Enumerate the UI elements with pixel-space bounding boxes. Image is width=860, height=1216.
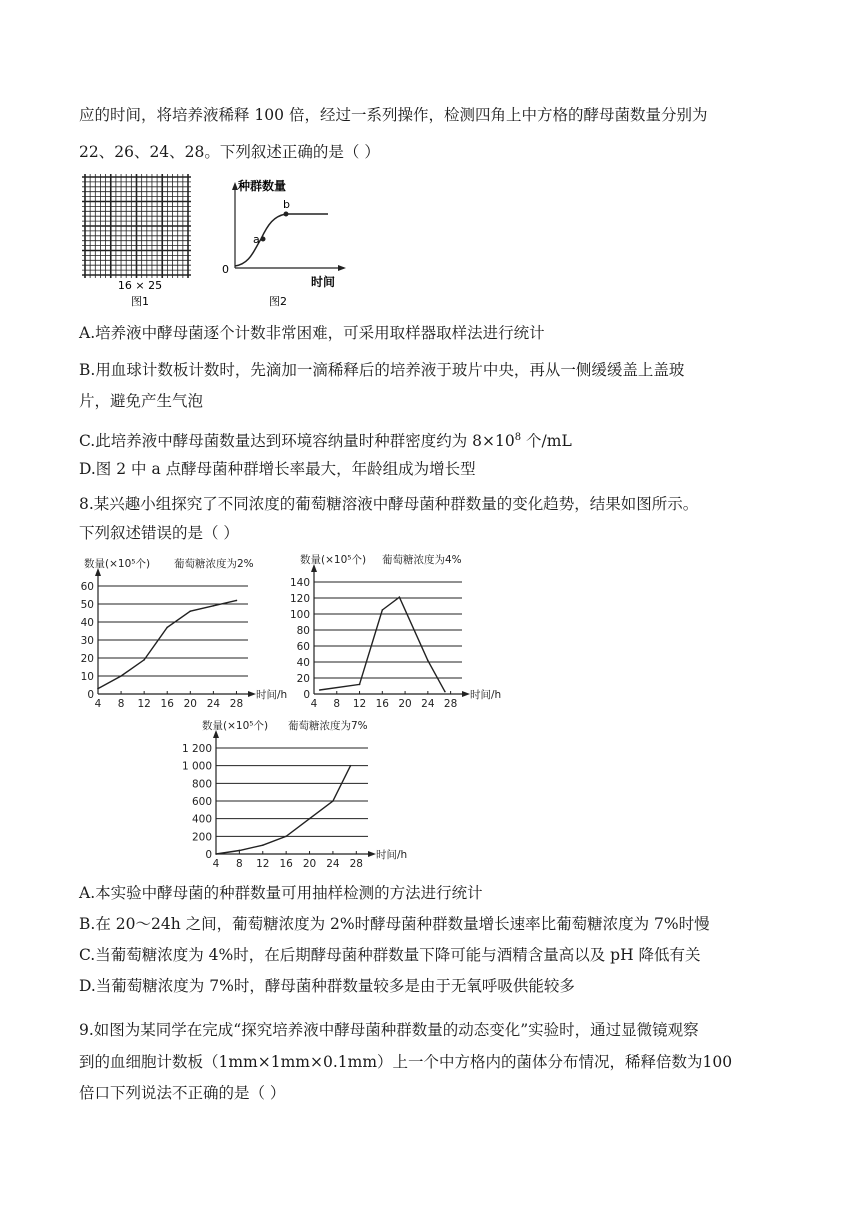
- x-axis-label: 时间/h: [256, 689, 288, 701]
- y-tick-label: 40: [296, 657, 310, 669]
- data-point: [143, 659, 145, 661]
- q8-option-a: A.本实验中酵母菌的种群数量可用抽样检测的方法进行统计: [79, 884, 483, 902]
- y-tick-label: 80: [296, 625, 310, 637]
- data-point: [399, 596, 401, 598]
- x-axis-label: 时间/h: [376, 849, 408, 861]
- q8-stem-line1: 8.某兴趣小组探究了不同浓度的葡萄糖溶液中酵母菌种群数量的变化趋势，结果如图所示。: [79, 495, 699, 513]
- y-tick-label: 600: [191, 796, 212, 808]
- y-axis-label: 数量(×10⁵个): [202, 720, 269, 732]
- figure-2-origin: 0: [222, 263, 229, 276]
- x-tick-label: 24: [421, 698, 435, 710]
- point-b-label: b: [283, 198, 290, 211]
- q8-option-c: C.当葡萄糖浓度为 4%时，在后期酵母菌种群数量下降可能与酒精含量高以及 pH 降低有关: [79, 946, 701, 964]
- q8-option-d: D.当葡萄糖浓度为 7%时，酵母菌种群数量较多是由于无氧呼吸供能较多: [79, 977, 575, 995]
- x-tick-label: 4: [94, 698, 102, 710]
- q8-stem-line2: 下列叙述错误的是（ ）: [79, 524, 239, 542]
- x-tick-label: 24: [326, 858, 340, 870]
- data-point: [190, 610, 192, 612]
- point-a-marker: [261, 237, 266, 242]
- q7-option-a: A.培养液中酵母菌逐个计数非常困难，可采用取样器取样法进行统计: [79, 324, 545, 342]
- y-tick-label: 100: [289, 609, 310, 621]
- y-tick-label: 30: [80, 635, 94, 647]
- data-point: [97, 688, 99, 690]
- q9-stem-line3: 倍口下列说法不正确的是（ ）: [79, 1084, 286, 1102]
- data-point: [427, 660, 429, 662]
- figure-1-caption: 图1: [131, 295, 149, 308]
- series-line: [216, 766, 351, 854]
- x-tick-label: 12: [137, 698, 151, 710]
- q8-option-b: B.在 20～24h 之间，葡萄糖浓度为 2%时酵母菌种群数量增长速率比葡萄糖浓度为 7%时慢: [79, 915, 710, 933]
- figure-2-caption: 图2: [269, 295, 287, 308]
- q7-option-b-line1: B.用血球计数板计数时，先滴加一滴稀释后的培养液于玻片中央，再从一侧缓缓盖上盖玻: [79, 361, 685, 379]
- s-curve: [235, 214, 328, 266]
- data-point: [239, 850, 241, 852]
- q7-stem-line2: 22、26、24、28。下列叙述正确的是（ ）: [79, 143, 380, 161]
- data-point: [309, 818, 311, 820]
- q9-stem-line2: 到的血细胞计数板（1mm×1mm×0.1mm）上一个中方格内的菌体分布情况，稀释倍数为100: [79, 1053, 733, 1071]
- grid-lines: [82, 174, 191, 278]
- chart-title: 葡萄糖浓度为2%: [174, 558, 254, 570]
- figure-2-s-curve: [218, 172, 348, 312]
- q7-option-c-exponent: 8: [514, 432, 522, 443]
- x-axis-arrow: [248, 691, 256, 697]
- x-tick-label: 8: [236, 858, 243, 870]
- x-axis-label: 时间/h: [470, 689, 502, 701]
- series-line: [320, 597, 445, 691]
- q7-stem-line1: 应的时间，将培养液稀释 100 倍，经过一系列操作，检测四角上中方格的酵母菌数量分别为: [79, 106, 708, 124]
- data-point: [166, 627, 168, 629]
- y-tick-label: 20: [296, 673, 310, 685]
- data-point: [262, 844, 264, 846]
- x-tick-label: 12: [256, 858, 270, 870]
- figure-2-x-label: 时间: [311, 275, 336, 289]
- x-tick-label: 8: [117, 698, 125, 710]
- data-point: [215, 853, 217, 855]
- point-b-marker: [284, 212, 289, 217]
- y-tick-label: 0: [87, 689, 94, 701]
- y-tick-label: 400: [191, 813, 212, 826]
- figure-2-y-label: 种群数量: [238, 179, 287, 193]
- series-line: [98, 600, 237, 688]
- x-tick-label: 16: [375, 698, 389, 710]
- data-point: [213, 605, 215, 607]
- figure-1-counting-grid: [80, 172, 200, 312]
- q7-option-c: [79, 428, 572, 451]
- data-point: [359, 684, 361, 686]
- point-a-label: a: [253, 233, 260, 246]
- x-tick-label: 8: [333, 698, 341, 710]
- x-axis-arrow: [368, 851, 376, 857]
- y-tick-label: 60: [296, 641, 310, 653]
- y-tick-label: 1 000: [181, 760, 212, 773]
- figure-1-dimension-label: 16 × 25: [117, 279, 163, 292]
- q7-option-c-unit: 个/mL: [521, 432, 572, 451]
- y-tick-label: 20: [80, 653, 94, 665]
- data-point: [332, 800, 334, 802]
- y-tick-label: 60: [80, 581, 94, 593]
- q9-stem-line1: 9.如图为某同学在完成“探究培养液中酵母菌种群数量的动态变化”实验时，通过显微镜观察: [79, 1021, 699, 1039]
- chart-title: 葡萄糖浓度为4%: [382, 554, 462, 566]
- chart-glucose-4pct: [282, 554, 502, 712]
- y-tick-label: 200: [191, 831, 212, 844]
- chart-glucose-7pct: [176, 720, 412, 874]
- y-tick-label: 800: [191, 778, 212, 791]
- y-tick-label: 140: [289, 577, 310, 589]
- chart-title: 葡萄糖浓度为7%: [288, 720, 368, 732]
- data-point: [285, 836, 287, 838]
- x-tick-label: 20: [183, 698, 197, 710]
- data-point: [444, 691, 446, 693]
- x-tick-label: 4: [212, 858, 220, 870]
- y-tick-label: 0: [205, 849, 212, 861]
- y-tick-label: 10: [80, 671, 94, 683]
- x-axis-arrow: [462, 691, 470, 697]
- q7-option-d: D.图 2 中 a 点酵母菌种群增长率最大，年龄组成为增长型: [79, 460, 476, 478]
- x-tick-label: 16: [279, 858, 293, 870]
- x-tick-label: 24: [206, 698, 221, 710]
- x-tick-label: 4: [310, 698, 318, 710]
- data-point: [350, 765, 352, 767]
- x-axis-arrow: [338, 265, 346, 271]
- y-tick-label: 120: [289, 593, 310, 605]
- q7-option-b-line2: 片，避免产生气泡: [79, 392, 204, 410]
- q7-option-c-text: C.此培养液中酵母菌数量达到环境容纳量时种群密度约为 8×10: [79, 432, 515, 451]
- x-tick-label: 28: [229, 698, 244, 710]
- x-tick-label: 28: [349, 858, 363, 870]
- x-tick-label: 20: [398, 698, 412, 710]
- y-axis-label: 数量(×10⁵个): [300, 554, 367, 566]
- y-tick-label: 0: [303, 689, 310, 701]
- x-tick-label: 20: [302, 858, 317, 870]
- y-tick-label: 1 200: [181, 743, 212, 755]
- y-tick-label: 40: [80, 617, 94, 629]
- x-tick-label: 28: [443, 698, 458, 710]
- x-tick-label: 12: [352, 698, 367, 710]
- data-point: [236, 600, 238, 602]
- data-point: [382, 609, 384, 611]
- y-tick-label: 50: [80, 599, 94, 611]
- x-tick-label: 16: [160, 698, 174, 710]
- data-point: [120, 675, 122, 677]
- chart-glucose-2pct: [66, 556, 288, 712]
- data-point: [319, 689, 321, 691]
- y-axis-label: 数量(×10⁵个): [84, 558, 151, 570]
